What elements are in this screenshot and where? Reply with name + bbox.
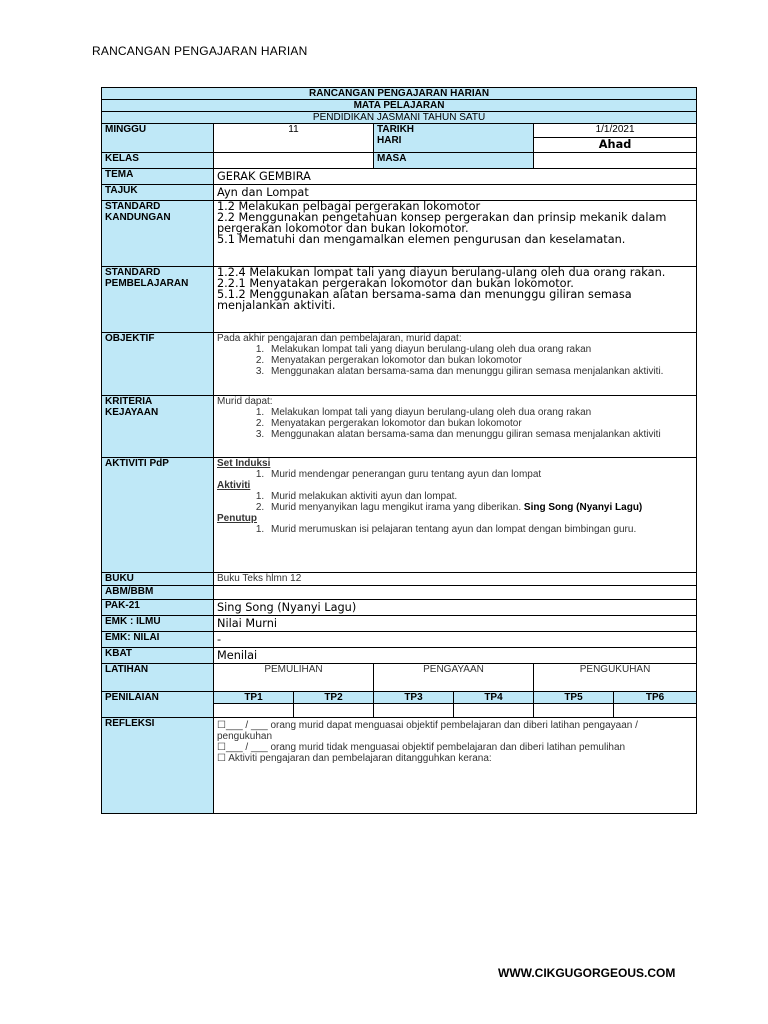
objektif-value (214, 333, 697, 396)
tajuk-value: Ayn dan Lompat (214, 185, 697, 201)
tp5-cell (534, 704, 614, 718)
tajuk-label: TAJUK (102, 185, 214, 201)
latihan-pemulihan: PEMULIHAN (214, 664, 374, 692)
kriteria-kejayaan-label (102, 396, 214, 458)
kk-label-2: KEJAYAAN (105, 407, 159, 418)
aktiviti-item-2 (267, 502, 693, 513)
minggu-value: 11 (214, 124, 374, 153)
tp6-cell (614, 704, 697, 718)
standard-kandungan-label (102, 201, 214, 267)
sing-song-label: Sing Song (Nyanyi Lagu) (523, 502, 643, 513)
sk-label-1: STANDARD (105, 201, 161, 212)
sk-item: 5.1 Mematuhi dan mengamalkan elemen pengurusan dan keselamatan. (217, 233, 626, 246)
latihan-label: LATIHAN (102, 664, 214, 692)
tarikh-label: TARIKH (377, 124, 415, 135)
penutup-item: 1. Murid merumuskan isi pelajaran tentang ayun dan lompat dengan bimbingan guru. (267, 524, 693, 535)
tp1-header: TP1 (214, 692, 294, 704)
refleksi-line: ☐___ / ___ orang murid dapat menguasai objektif pembelajaran dan diberi latihan pengayaan / pengukuhan (217, 720, 638, 742)
refleksi-line: ☐___ / ___ orang murid tidak menguasai objektif pembelajaran dan diberi latihan pemulihan (217, 742, 626, 753)
standard-kandungan-value (214, 201, 697, 267)
sp-item: 2.2.1 Menyatakan pergerakan lokomotor dan bukan lokomotor. (217, 277, 574, 290)
latihan-pengayaan: PENGAYAAN (374, 664, 534, 692)
penilaian-label: PENILAIAN (102, 692, 214, 718)
standard-pembelajaran-label (102, 267, 214, 333)
sp-item: 5.1.2 Menggunakan alatan bersama-sama dan menunggu giliran semasa menjalankan aktiviti. (217, 288, 632, 312)
kriteria-intro: Murid dapat: (217, 396, 273, 407)
sk-label-2: KANDUNGAN (105, 212, 171, 223)
footer-url: WWW.CIKGUGORGEOUS.COM (498, 966, 676, 980)
masa-label: MASA (374, 153, 534, 169)
tema-value: GERAK GEMBIRA (214, 169, 697, 185)
aktiviti-value (214, 458, 697, 573)
emk-nilai-label: EMK: NILAI (102, 632, 214, 648)
tema-label: TEMA (102, 169, 214, 185)
buku-label: BUKU (102, 573, 214, 586)
objektif-intro: Pada akhir pengajaran dan pembelajaran, murid dapat: (217, 333, 462, 344)
refleksi-label: REFLEKSI (102, 718, 214, 814)
tarikh-value: 1/1/2021 (534, 124, 697, 138)
kk-label-1: KRITERIA (105, 396, 153, 407)
minggu-label: MINGGU (102, 124, 214, 153)
pak21-label: PAK-21 (102, 600, 214, 616)
title-row: RANCANGAN PENGAJARAN HARIAN (102, 88, 697, 100)
buku-value: Buku Teks hlmn 12 (214, 573, 697, 586)
abm-value (214, 586, 697, 600)
kbat-value: Menilai (214, 648, 697, 664)
emk-nilai-value: - (214, 632, 697, 648)
sp-item: 1.2.4 Melakukan lompat tali yang diayun berulang-ulang oleh dua orang rakan. (217, 266, 666, 279)
kriteria-item: 1. Melakukan lompat tali yang diayun berulang-ulang oleh dua orang rakan (267, 407, 693, 418)
tp4-header: TP4 (454, 692, 534, 704)
kelas-value (214, 153, 374, 169)
pak21-value: Sing Song (Nyanyi Lagu) (214, 600, 697, 616)
sp-label-2: PEMBELAJARAN (105, 278, 189, 289)
tp6-header: TP6 (614, 692, 697, 704)
hari-value: Ahad (534, 138, 697, 153)
aktiviti-item: 1. Murid melakukan aktiviti ayun dan lompat. (267, 491, 693, 502)
induksi-item: 1. Murid mendengar penerangan guru tentang ayun dan lompat (267, 469, 693, 480)
standard-pembelajaran-value (214, 267, 697, 333)
tp2-header: TP2 (294, 692, 374, 704)
tarikh-hari-label (374, 124, 534, 153)
kelas-label: KELAS (102, 153, 214, 169)
sk-item: 1.2 Melakukan pelbagai pergerakan lokomotor (217, 200, 481, 213)
objektif-item: 3. Menggunakan alatan bersama-sama dan menunggu giliran semasa menjalankan aktiviti. (267, 366, 693, 377)
hari-label: HARI (377, 135, 402, 146)
kriteria-item: 3. Menggunakan alatan bersama-sama dan menunggu giliran semasa menjalankan aktiviti (267, 429, 693, 440)
refleksi-value (214, 718, 697, 814)
abm-label: ABM/BBM (102, 586, 214, 600)
subject-row: PENDIDIKAN JASMANI TAHUN SATU (102, 112, 697, 124)
masa-value (534, 153, 697, 169)
tp3-cell (374, 704, 454, 718)
emk-ilmu-value: Nilai Murni (214, 616, 697, 632)
kriteria-item: 2. Menyatakan pergerakan lokomotor dan bukan lokomotor (267, 418, 693, 429)
aktiviti-item-2-text: Murid menyanyikan lagu mengikut irama yang diberikan. (271, 502, 522, 513)
kriteria-kejayaan-value (214, 396, 697, 458)
aktiviti-heading: Aktiviti (217, 480, 251, 491)
aktiviti-label: AKTIVITI PdP (102, 458, 214, 573)
tp2-cell (294, 704, 374, 718)
latihan-pengukuhan: PENGUKUHAN (534, 664, 697, 692)
objektif-label: OBJEKTIF (102, 333, 214, 396)
sp-label-1: STANDARD (105, 267, 161, 278)
tp5-header: TP5 (534, 692, 614, 704)
refleksi-line: ☐ Aktiviti pengajaran dan pembelajaran ditangguhkan kerana: (217, 753, 492, 764)
tp4-cell (454, 704, 534, 718)
objektif-item: 1. Melakukan lompat tali yang diayun berulang-ulang oleh dua orang rakan (267, 344, 693, 355)
set-induksi-heading: Set Induksi (217, 458, 271, 469)
kbat-label: KBAT (102, 648, 214, 664)
lesson-plan-table (101, 87, 697, 814)
tp3-header: TP3 (374, 692, 454, 704)
sk-item: 2.2 Menggunakan pengetahuan konsep pergerakan dan prinsip mekanik dalam pergerakan lokomotor dan bukan lokomotor. (217, 211, 667, 235)
objektif-item: 2. Menyatakan pergerakan lokomotor dan bukan lokomotor (267, 355, 693, 366)
emk-ilmu-label: EMK : ILMU (102, 616, 214, 632)
subject-label-row: MATA PELAJARAN (102, 100, 697, 112)
tp1-cell (214, 704, 294, 718)
page-header: RANCANGAN PENGAJARAN HARIAN (92, 44, 308, 58)
penutup-heading: Penutup (217, 513, 257, 524)
